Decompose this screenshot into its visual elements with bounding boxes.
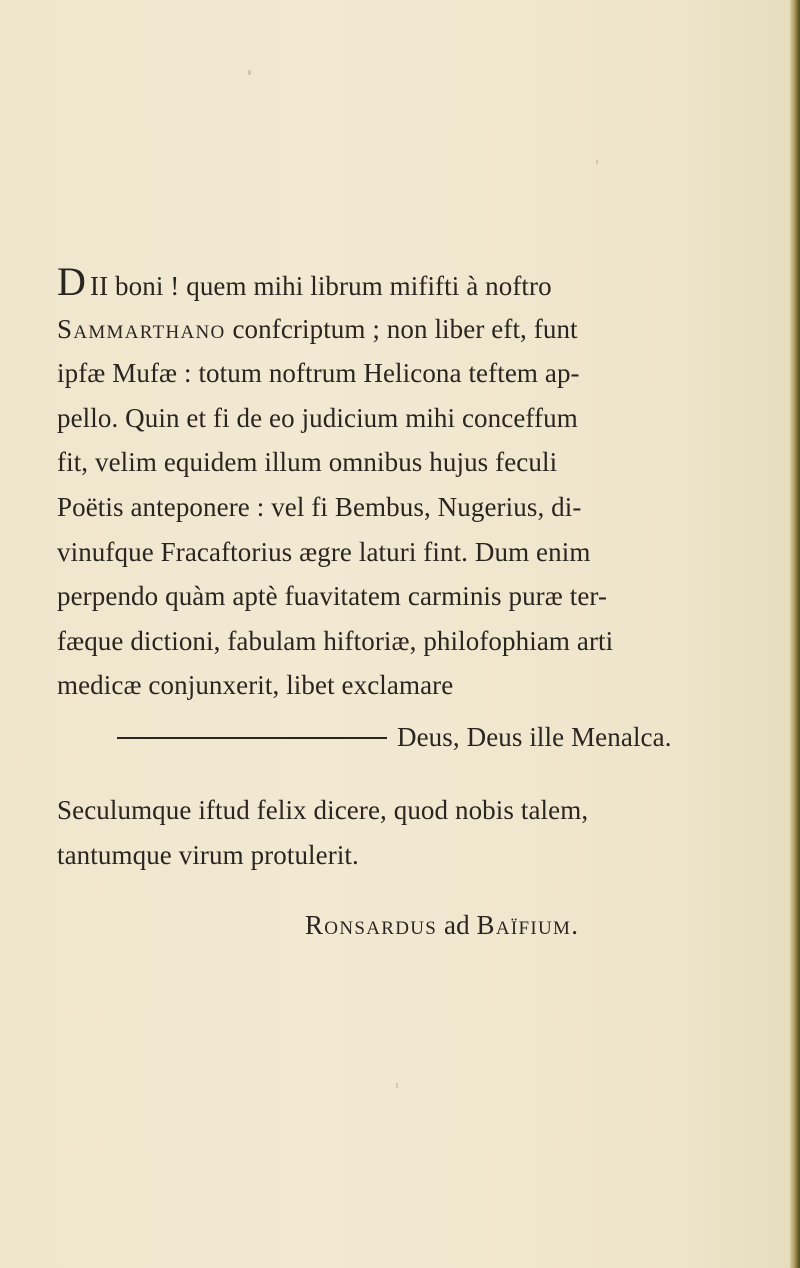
text-line-9: fæque dictioni, fabulam hiftoriæ, philofophiam arti xyxy=(57,625,614,656)
signature-ad: ad xyxy=(443,910,470,941)
paper-speck xyxy=(396,1083,398,1088)
closing-line-2: tantumque virum protulerit. xyxy=(57,839,359,870)
verse-quotation xyxy=(57,708,757,766)
text-line-1-body: II boni ! quem mihi librum mififti à noftro xyxy=(90,271,552,301)
text-line-2 xyxy=(57,307,757,352)
paper-speck xyxy=(596,160,598,164)
verse-dash-rule xyxy=(117,737,387,739)
drop-cap: D xyxy=(57,259,86,304)
text-line-4: pello. Quin et fi de eo judicium mihi conceffum xyxy=(57,402,578,433)
signature xyxy=(57,903,757,948)
signature-name: Ronsardus xyxy=(305,910,438,941)
dedicatee-name: Sammarthano xyxy=(57,313,226,344)
text-line-5: fit, velim equidem illum omnibus hujus feculi xyxy=(57,447,558,478)
text-line-3: ipfæ Mufæ : totum noftrum Helicona teftem ap- xyxy=(57,358,580,389)
closing-line-1: Seculumque iftud felix dicere, quod nobis talem, xyxy=(57,794,589,825)
paper-speck xyxy=(248,70,251,75)
text-line-8: perpendo quàm aptè fuavitatem carminis puræ ter- xyxy=(57,581,608,612)
letter-text xyxy=(57,259,757,948)
verse-text: Deus, Deus ille Menalca. xyxy=(397,721,672,752)
text-line-7: vinufque Fracaftorius ægre laturi fint. Dum enim xyxy=(57,536,591,567)
closing-paragraph xyxy=(57,788,757,877)
signature-recipient: Baïfium. xyxy=(476,910,580,941)
text-line-1 xyxy=(57,259,757,307)
text-line-10: medicæ conjunxerit, libet exclamare xyxy=(57,670,454,701)
text-line-6: Poëtis anteponere : vel fi Bembus, Nugerius, di- xyxy=(57,491,582,522)
page-edge-shadow xyxy=(790,0,800,1268)
text-line-2-body: confcriptum ; non liber eft, funt xyxy=(232,313,578,344)
paper-speck xyxy=(444,642,446,646)
